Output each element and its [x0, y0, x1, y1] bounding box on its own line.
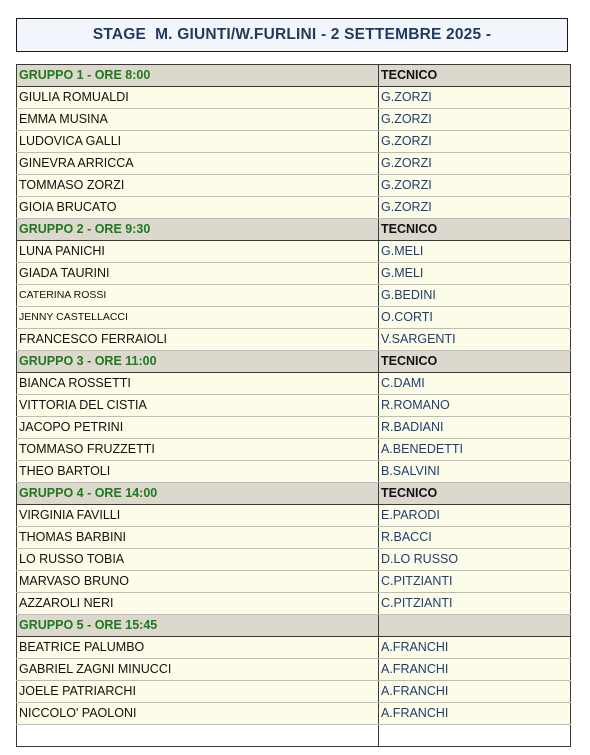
athlete-name-cell: JACOPO PETRINI: [17, 417, 379, 439]
table-row: [17, 197, 571, 219]
table-row: [17, 307, 571, 329]
technician-cell: G.MELI: [379, 263, 571, 285]
technician-cell: G.ZORZI: [379, 197, 571, 219]
table-row: [17, 527, 571, 549]
athlete-name-cell: VITTORIA DEL CISTIA: [17, 395, 379, 417]
group-header-row: [17, 65, 571, 87]
athlete-name-cell: GIULIA ROMUALDI: [17, 87, 379, 109]
group-header-row: [17, 351, 571, 373]
technician-cell: C.PITZIANTI: [379, 571, 571, 593]
technician-cell: A.FRANCHI: [379, 659, 571, 681]
table-row: [17, 87, 571, 109]
table-row: [17, 329, 571, 351]
technician-cell: E.PARODI: [379, 505, 571, 527]
technician-cell: D.LO RUSSO: [379, 549, 571, 571]
table-row: [17, 681, 571, 703]
roster-table: [16, 64, 571, 747]
group-header-row: [17, 219, 571, 241]
athlete-name-cell: LUDOVICA GALLI: [17, 131, 379, 153]
technician-cell: G.ZORZI: [379, 87, 571, 109]
technician-cell: G.MELI: [379, 241, 571, 263]
roster-body: [17, 65, 571, 747]
table-row: [17, 131, 571, 153]
table-row: [17, 571, 571, 593]
table-row: [17, 439, 571, 461]
group-label: GRUPPO 1 - ORE 8:00: [17, 65, 379, 87]
technician-cell: B.SALVINI: [379, 461, 571, 483]
table-row: [17, 637, 571, 659]
athlete-name-cell: FRANCESCO FERRAIOLI: [17, 329, 379, 351]
athlete-name-cell: NICCOLO' PAOLONI: [17, 703, 379, 725]
empty-technician-cell: [379, 725, 571, 747]
athlete-name-cell: BEATRICE PALUMBO: [17, 637, 379, 659]
table-row: [17, 659, 571, 681]
group-label: GRUPPO 4 - ORE 14:00: [17, 483, 379, 505]
empty-row: [17, 725, 571, 747]
technician-cell: G.ZORZI: [379, 131, 571, 153]
tech-column-header: [379, 615, 571, 637]
athlete-name-cell: VIRGINIA FAVILLI: [17, 505, 379, 527]
table-row: [17, 593, 571, 615]
technician-cell: R.BADIANI: [379, 417, 571, 439]
technician-cell: G.ZORZI: [379, 153, 571, 175]
athlete-name-cell: THOMAS BARBINI: [17, 527, 379, 549]
athlete-name-cell: MARVASO BRUNO: [17, 571, 379, 593]
athlete-name-cell: TOMMASO ZORZI: [17, 175, 379, 197]
technician-cell: G.ZORZI: [379, 175, 571, 197]
table-row: [17, 505, 571, 527]
athlete-name-cell: LO RUSSO TOBIA: [17, 549, 379, 571]
technician-cell: A.BENEDETTI: [379, 439, 571, 461]
table-row: [17, 373, 571, 395]
table-row: [17, 461, 571, 483]
tech-column-header: TECNICO: [379, 483, 571, 505]
table-row: [17, 549, 571, 571]
athlete-name-cell: AZZAROLI NERI: [17, 593, 379, 615]
empty-name-cell: [17, 725, 379, 747]
athlete-name-cell: EMMA MUSINA: [17, 109, 379, 131]
technician-cell: R.ROMANO: [379, 395, 571, 417]
technician-cell: C.DAMI: [379, 373, 571, 395]
athlete-name-cell: GIADA TAURINI: [17, 263, 379, 285]
table-row: [17, 395, 571, 417]
group-label: GRUPPO 2 - ORE 9:30: [17, 219, 379, 241]
technician-cell: R.BACCI: [379, 527, 571, 549]
athlete-name-cell: THEO BARTOLI: [17, 461, 379, 483]
group-label: GRUPPO 5 - ORE 15:45: [17, 615, 379, 637]
technician-cell: C.PITZIANTI: [379, 593, 571, 615]
athlete-name-cell: BIANCA ROSSETTI: [17, 373, 379, 395]
technician-cell: G.BEDINI: [379, 285, 571, 307]
group-header-row: [17, 615, 571, 637]
table-row: [17, 175, 571, 197]
technician-cell: O.CORTI: [379, 307, 571, 329]
technician-cell: V.SARGENTI: [379, 329, 571, 351]
technician-cell: A.FRANCHI: [379, 681, 571, 703]
tech-column-header: TECNICO: [379, 219, 571, 241]
page-title: STAGE M. GIUNTI/W.FURLINI - 2 SETTEMBRE 2025 -: [16, 18, 568, 52]
table-row: [17, 703, 571, 725]
table-row: [17, 153, 571, 175]
athlete-name-cell: LUNA PANICHI: [17, 241, 379, 263]
athlete-name-cell: CATERINA ROSSI: [17, 285, 379, 307]
athlete-name-cell: GINEVRA ARRICCA: [17, 153, 379, 175]
athlete-name-cell: GIOIA BRUCATO: [17, 197, 379, 219]
technician-cell: A.FRANCHI: [379, 703, 571, 725]
tech-column-header: TECNICO: [379, 65, 571, 87]
athlete-name-cell: TOMMASO FRUZZETTI: [17, 439, 379, 461]
table-row: [17, 417, 571, 439]
athlete-name-cell: JOELE PATRIARCHI: [17, 681, 379, 703]
table-row: [17, 263, 571, 285]
group-header-row: [17, 483, 571, 505]
table-row: [17, 241, 571, 263]
athlete-name-cell: GABRIEL ZAGNI MINUCCI: [17, 659, 379, 681]
technician-cell: A.FRANCHI: [379, 637, 571, 659]
technician-cell: G.ZORZI: [379, 109, 571, 131]
tech-column-header: TECNICO: [379, 351, 571, 373]
group-label: GRUPPO 3 - ORE 11:00: [17, 351, 379, 373]
athlete-name-cell: JENNY CASTELLACCI: [17, 307, 379, 329]
table-row: [17, 285, 571, 307]
table-row: [17, 109, 571, 131]
